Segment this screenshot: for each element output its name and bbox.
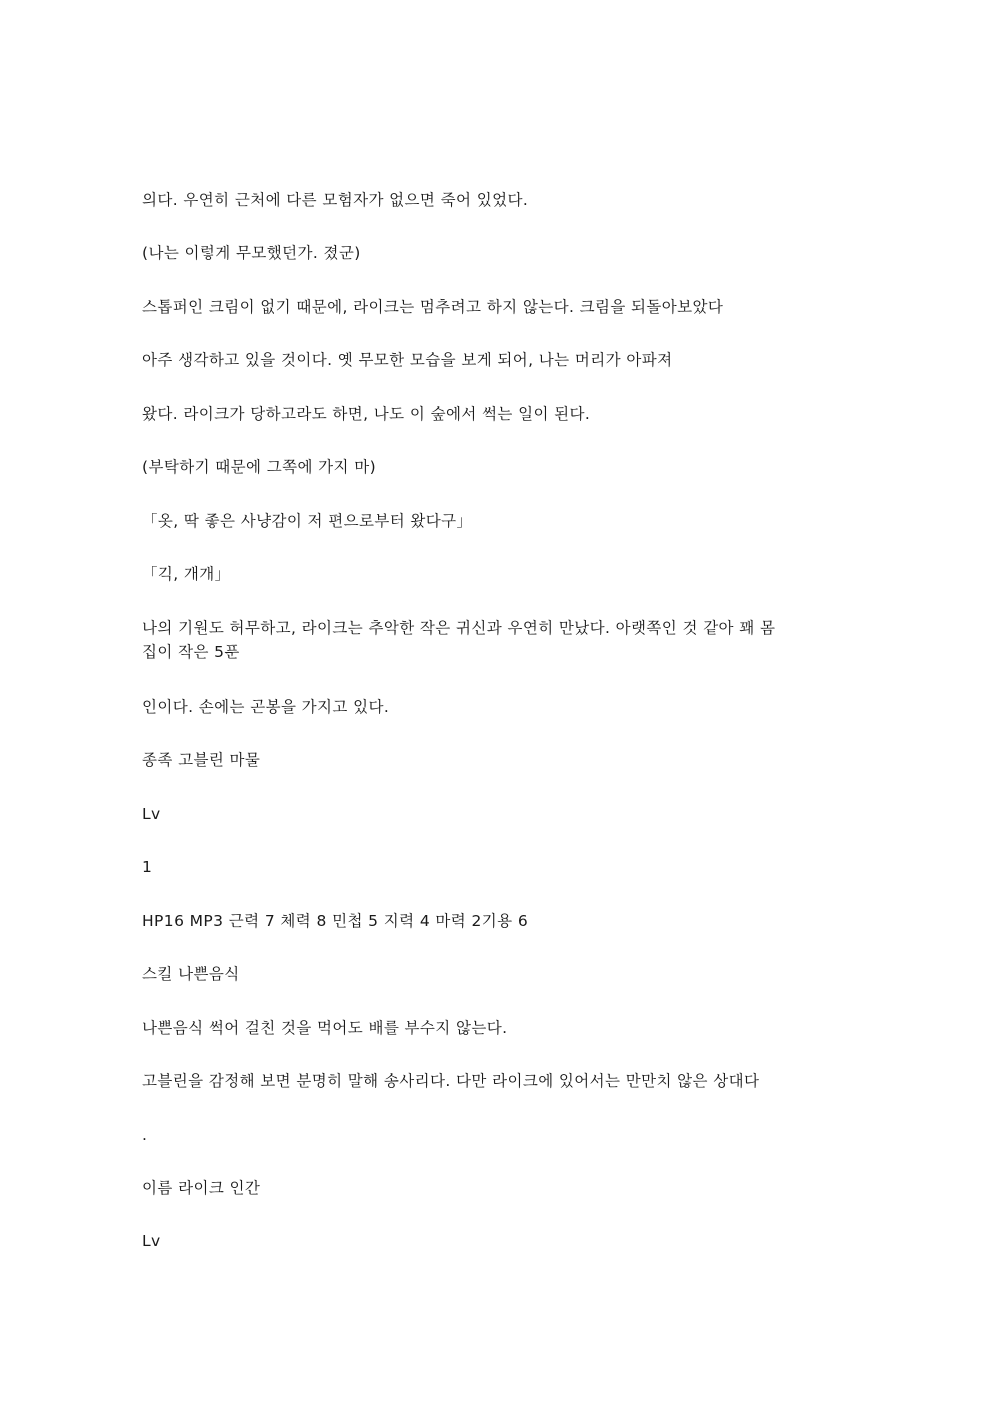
text-line: (나는 이렇게 무모했던가. 졌군) [142, 244, 361, 262]
paragraph [142, 1123, 854, 1147]
text-line: 고블린을 감정해 보면 분명히 말해 송사리다. 다만 라이크에 있어서는 만만치 않은 상대다 [142, 1072, 760, 1090]
text-line: 스킬 나쁜음식 [142, 965, 240, 983]
text-line: 나쁜음식 썩어 걸친 것을 먹어도 배를 부수지 않는다. [142, 1019, 508, 1037]
paragraph [142, 855, 854, 879]
text-line: 종족 고블린 마물 [142, 751, 261, 769]
paragraph [142, 1016, 854, 1040]
text-line: 인이다. 손에는 곤봉을 가지고 있다. [142, 698, 390, 716]
text-line: 「옷, 딱 좋은 사냥감이 저 편으로부터 왔다구」 [142, 512, 473, 530]
paragraph [142, 1229, 854, 1253]
text-line: Lv [142, 805, 161, 823]
paragraph [142, 802, 854, 826]
text-line: 스톱퍼인 크림이 없기 때문에, 라이크는 멈추려고 하지 않는다. 크림을 되돌아보았다 [142, 298, 724, 316]
paragraph [142, 1176, 854, 1200]
text-line: (부탁하기 때문에 그쪽에 가지 마) [142, 458, 377, 476]
text-line: Lv [142, 1232, 161, 1250]
text-line: 집이 작은 5푼 [142, 643, 240, 661]
paragraph [142, 295, 854, 319]
text-line: HP16 MP3 근력 7 체력 8 민첩 5 지력 4 마력 2기용 6 [142, 912, 529, 930]
paragraph [142, 402, 854, 426]
text-line: 「긱, 개개」 [142, 565, 231, 583]
text-line: 왔다. 라이크가 당하고라도 하면, 나도 이 숲에서 썩는 일이 된다. [142, 405, 591, 423]
paragraph [142, 748, 854, 772]
paragraph [142, 616, 854, 664]
paragraph [142, 241, 854, 265]
text-line: 나의 기원도 허무하고, 라이크는 추악한 작은 귀신과 우연히 만났다. 아랫쪽인 것 같아 꽤 몸 [142, 619, 776, 637]
paragraph [142, 562, 854, 586]
text-line: 1 [142, 858, 153, 876]
paragraph [142, 455, 854, 479]
text-line: . [142, 1126, 148, 1144]
text-line: 아주 생각하고 있을 것이다. 옛 무모한 모습을 보게 되어, 나는 머리가 아파져 [142, 351, 673, 369]
text-line: 이름 라이크 인간 [142, 1179, 261, 1197]
paragraph [142, 962, 854, 986]
paragraph [142, 348, 854, 372]
paragraph [142, 695, 854, 719]
text-line: 의다. 우연히 근처에 다른 모험자가 없으면 죽어 있었다. [142, 191, 529, 209]
paragraph [142, 909, 854, 933]
paragraph [142, 188, 854, 212]
paragraph [142, 1069, 854, 1093]
paragraph [142, 509, 854, 533]
